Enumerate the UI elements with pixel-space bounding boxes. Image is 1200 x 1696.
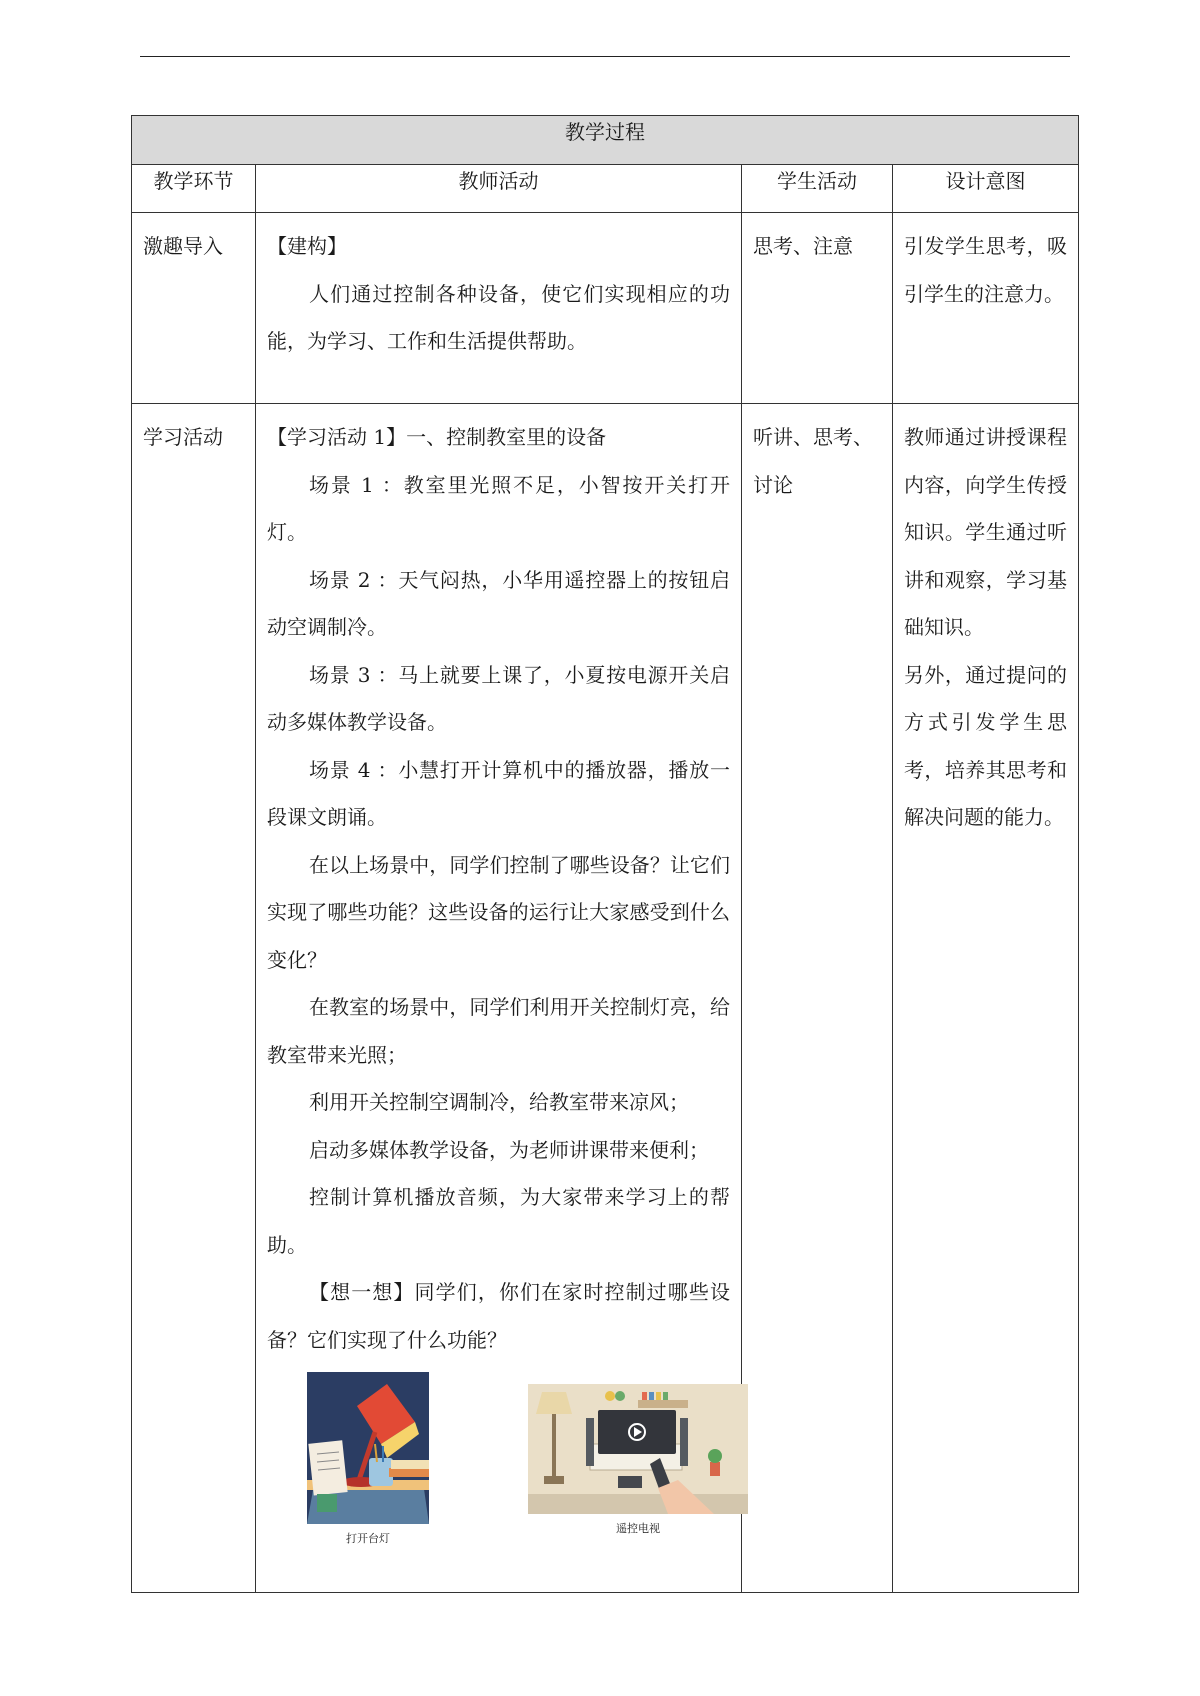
table-row: [132, 404, 1079, 1593]
lesson-table: [131, 115, 1079, 1593]
scene-4: 场景 4 ：小慧打开计算机中的播放器，播放一段课文朗诵。: [267, 757, 730, 829]
student-activity: 思考、注意: [753, 234, 853, 258]
table-title: 教学过程: [132, 116, 1079, 165]
stage-label: 激趣导入: [143, 234, 223, 258]
tv-remote-illustration-icon: [528, 1384, 748, 1514]
figure-tv-remote: [528, 1384, 748, 1536]
teacher-paragraph: 人们通过控制各种设备，使它们实现相应的功能，为学习、工作和生活提供帮助。: [267, 281, 730, 353]
design-intent: 教师通过讲授课程内容，向学生传授知识。学生通过听讲和观察，学习基础知识。: [904, 425, 1067, 639]
activity-heading: 【学习活动 1】一、控制教室里的设备: [267, 425, 607, 449]
figure-group: [267, 1372, 730, 1590]
answer-paragraph: 利用开关控制空调制冷，给教室带来凉风；: [309, 1090, 689, 1114]
figure-caption: 打开台灯: [346, 1532, 390, 1545]
student-activity: 听讲、思考、讨论: [753, 425, 873, 497]
header-teacher: 教师活动: [256, 165, 742, 213]
think-paragraph: 【想一想】同学们，你们在家时控制过哪些设备？它们实现了什么功能？: [267, 1280, 730, 1352]
figure-desk-lamp: [307, 1372, 429, 1546]
header-rule: [140, 56, 1070, 57]
header-stage: 教学环节: [132, 165, 256, 213]
table-row: [132, 213, 1079, 404]
scene-3: 场景 3 ：马上就要上课了，小夏按电源开关启动多媒体教学设备。: [267, 662, 730, 734]
stage-label: 学习活动: [143, 425, 223, 449]
answer-paragraph: 在教室的场景中，同学们利用开关控制灯亮，给教室带来光照；: [267, 995, 730, 1067]
desk-lamp-illustration-icon: [307, 1372, 429, 1524]
design-intent: 引发学生思考，吸引学生的注意力。: [904, 234, 1067, 306]
figure-caption: 遥控电视: [616, 1522, 660, 1535]
design-intent: 另外，通过提问的方式引发学生思考，培养其思考和解决问题的能力。: [904, 662, 1067, 829]
scene-1: 场景 1 ：教室里光照不足，小智按开关打开灯。: [267, 472, 730, 544]
answer-paragraph: 控制计算机播放音频，为大家带来学习上的帮助。: [267, 1185, 730, 1257]
header-intent: 设计意图: [893, 165, 1079, 213]
scene-2: 场景 2 ：天气闷热，小华用遥控器上的按钮启动空调制冷。: [267, 567, 730, 639]
teacher-heading: 【建构】: [267, 234, 347, 258]
header-student: 学生活动: [742, 165, 893, 213]
answer-paragraph: 启动多媒体教学设备，为老师讲课带来便利；: [309, 1137, 709, 1162]
question-paragraph: 在以上场景中，同学们控制了哪些设备？让它们实现了哪些功能？这些设备的运行让大家感受到什么变化？: [267, 852, 730, 972]
